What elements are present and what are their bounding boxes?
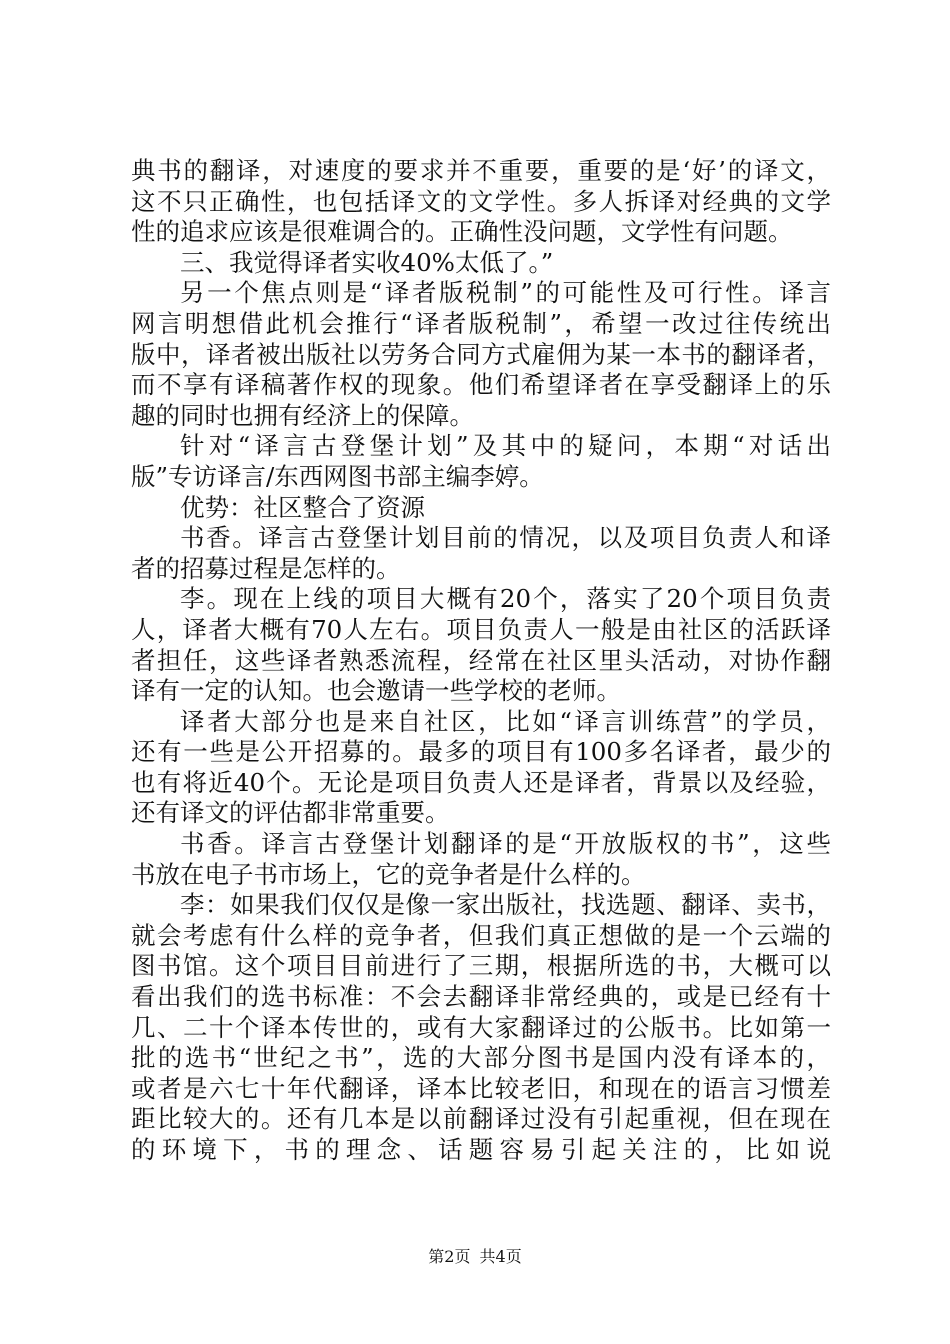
text-line: 性的追求应该是很难调合的。正确性没问题，文学性有问题。 xyxy=(131,217,793,247)
text-line: 李。现在上线的项目大概有20个，落实了20个项目负责 xyxy=(180,584,831,614)
text-line: 几、二十个译本传世的，或有大家翻译过的公版书。比如第一 xyxy=(131,1012,831,1042)
text-line: 三、我觉得译者实收40%太低了。” xyxy=(180,247,554,277)
page-footer xyxy=(0,1247,950,1267)
text-line: 还有一些是公开招募的。最多的项目有100多名译者，最少的 xyxy=(131,737,831,767)
text-line: 李：如果我们仅仅是像一家出版社，找选题、翻译、卖书， xyxy=(180,890,831,920)
page-total: 共4页 xyxy=(479,1247,522,1266)
text-line: 批的选书“世纪之书”，选的大部分图书是国内没有译本的， xyxy=(131,1043,831,1073)
text-line: 看出我们的选书标准：不会去翻译非常经典的，或是已经有十 xyxy=(131,982,831,1012)
text-line: 版中，译者被出版社以劳务合同方式雇佣为某一本书的翻译者， xyxy=(131,339,831,369)
text-line: 书香。译言古登堡计划目前的情况，以及项目负责人和译 xyxy=(180,523,831,553)
text-line: 还有译文的评估都非常重要。 xyxy=(131,798,450,828)
text-line: 者担任，这些译者熟悉流程，经常在社区里头活动，对协作翻 xyxy=(131,645,831,675)
text-line: 针对“译言古登堡计划”及其中的疑问，本期“对话出 xyxy=(180,431,831,461)
text-line: 网言明想借此机会推行“译者版税制”，希望一改过往传统出 xyxy=(131,308,831,338)
text-line: 趣的同时也拥有经济上的保障。 xyxy=(131,400,474,430)
page-number: 第2页 xyxy=(428,1247,471,1266)
text-line: 版”专访译言/东西网图书部主编李婷。 xyxy=(131,461,544,491)
text-line: 而不享有译稿著作权的现象。他们希望译者在享受翻译上的乐 xyxy=(131,370,831,400)
text-line: 这不只正确性，也包括译文的文学性。多人拆译对经典的文学 xyxy=(131,186,831,216)
text-line: 典书的翻译，对速度的要求并不重要，重要的是‘好’的译文， xyxy=(131,156,831,185)
text-line: 译者大部分也是来自社区，比如“译言训练营”的学员， xyxy=(180,706,831,736)
body-text xyxy=(131,156,831,1166)
text-line: 者的招募过程是怎样的。 xyxy=(131,553,401,583)
section-heading: 优势：社区整合了资源 xyxy=(180,492,425,522)
text-line: 人，译者大概有70人左右。项目负责人一般是由社区的活跃译 xyxy=(131,614,831,644)
text-line: 书香。译言古登堡计划翻译的是“开放版权的书”，这些 xyxy=(180,829,831,859)
text-line: 也有将近40个。无论是项目负责人还是译者，背景以及经验， xyxy=(131,767,831,797)
text-line: 或者是六七十年代翻译，译本比较老旧，和现在的语言习惯差 xyxy=(131,1073,831,1103)
text-line: 书放在电子书市场上，它的竞争者是什么样的。 xyxy=(131,859,646,889)
text-line: 距比较大的。还有几本是以前翻译过没有引起重视，但在现在 xyxy=(131,1104,831,1134)
text-line: 另一个焦点则是“译者版税制”的可能性及可行性。译言 xyxy=(180,278,831,308)
text-line: 图书馆。这个项目目前进行了三期，根据所选的书，大概可以 xyxy=(131,951,831,981)
text-line: 的环境下，书的理念、话题容易引起关注的，比如说 xyxy=(131,1135,831,1164)
text-line: 译有一定的认知。也会邀请一些学校的老师。 xyxy=(131,676,621,706)
text-line: 就会考虑有什么样的竞争者，但我们真正想做的是一个云端的 xyxy=(131,920,831,950)
